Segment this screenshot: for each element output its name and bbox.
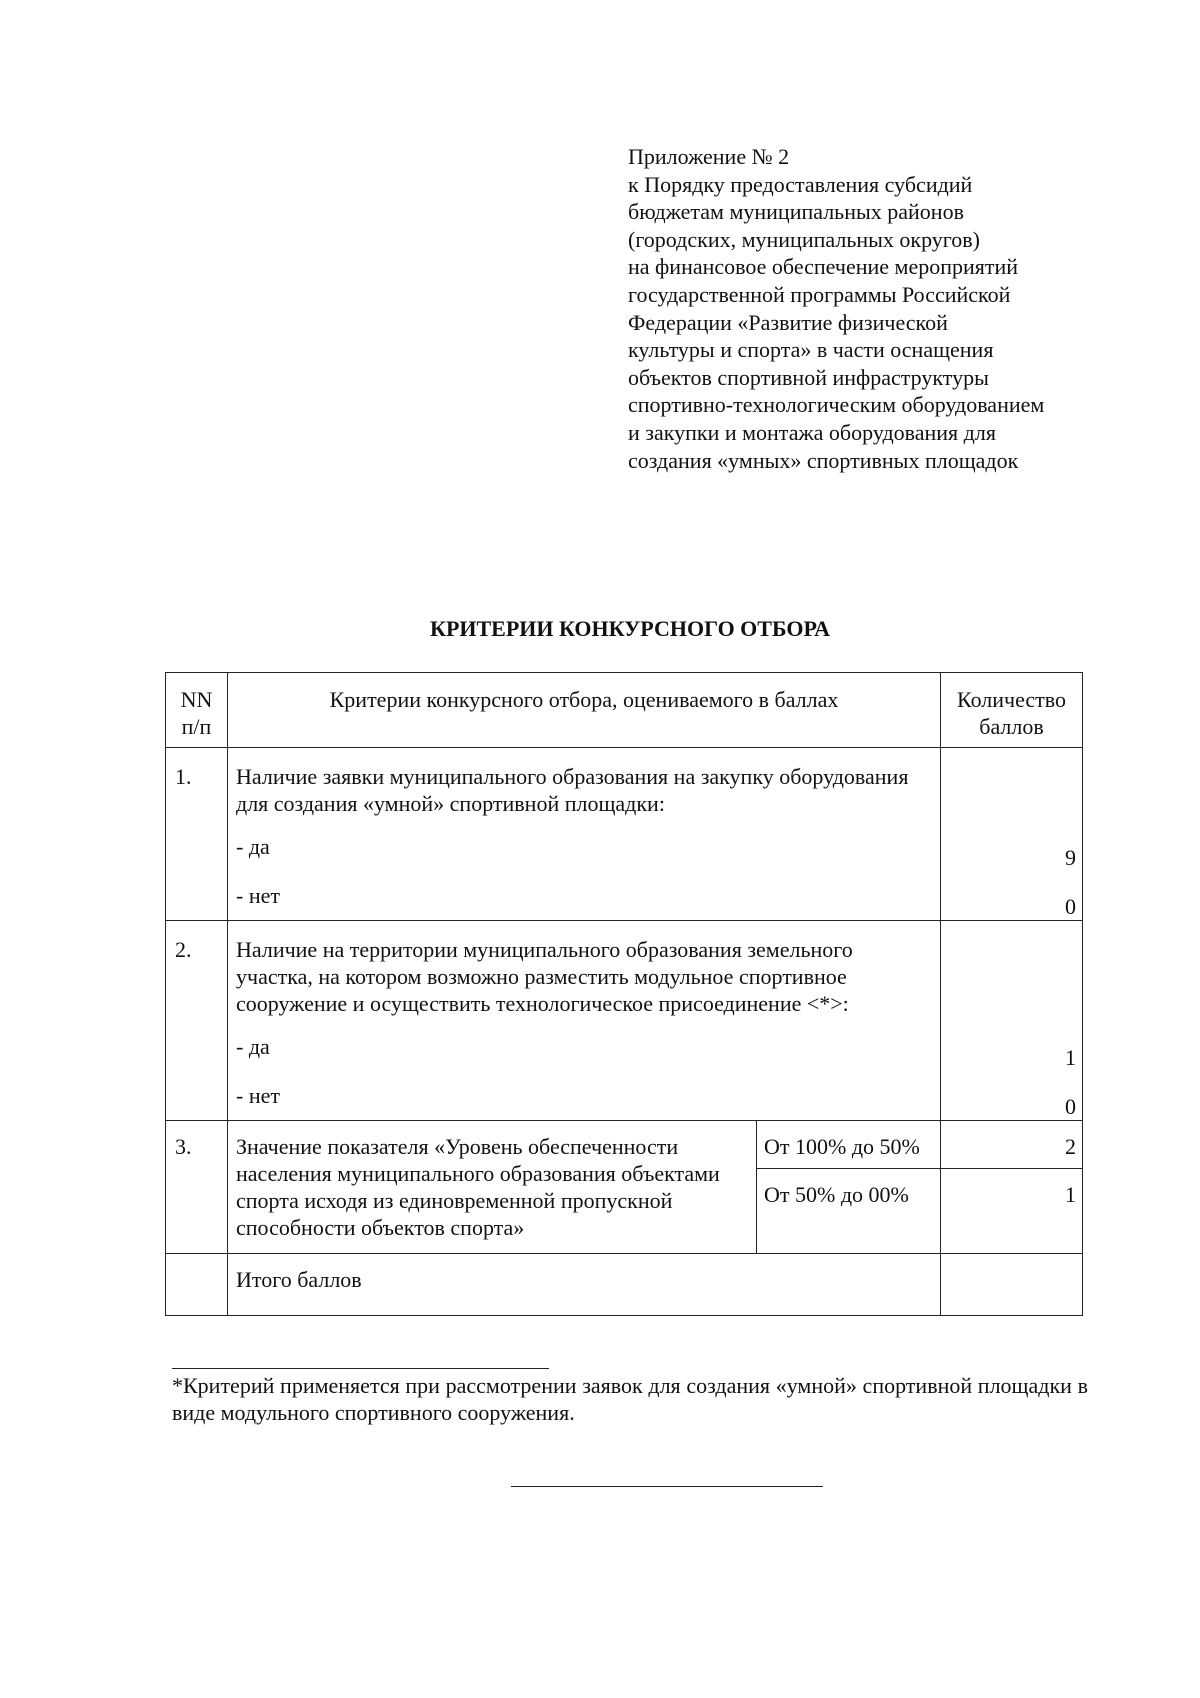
annex-line: Приложение № 2 [628,144,790,169]
option-yes: - да [236,1034,270,1059]
annex-line: создания «умных» спортивных площадок [628,447,1019,473]
annex-line: (городских, муниципальных округов) [628,226,980,252]
total-label: Итого баллов [228,1254,941,1316]
annex-heading [628,143,1098,474]
row-number: 3. [166,1121,228,1254]
annex-line: Федерации «Развитие физической [628,309,948,335]
points-yes: 9 [1065,845,1077,870]
points-cell: 2 [941,1121,1083,1169]
header-number-line1: NN [180,687,213,712]
option-no: - нет [236,1083,280,1108]
points-no: 0 [1065,894,1077,919]
annex-line: культуры и спорта» в части оснащения [628,337,994,363]
table-row [166,921,1083,1121]
annex-line: объектов спортивной инфраструктуры [628,364,989,390]
document-title: КРИТЕРИИ КОНКУРСНОГО ОТБОРА [430,616,830,641]
header-points-cell [941,673,1083,748]
table-row [166,748,1083,921]
total-points-cell [941,1254,1083,1316]
criterion-cell [228,748,941,921]
criterion-text: Значение показателя «Уровень обеспеченности населения муниципального образования объектами спорта исходя из единовременной пропускной способности объектов спорта» [228,1121,757,1254]
option-yes: - да [236,834,270,859]
criteria-table [165,672,1083,1316]
total-number-cell [166,1254,228,1316]
footnote: *Критерий применяется при рассмотрении заявок для создания «умной» спортивной площадки в виде модульного спортивного сооружения. [172,1373,1088,1425]
header-criteria-cell: Критерии конкурсного отбора, оцениваемого в баллах [228,673,941,748]
points-cell [941,921,1083,1121]
annex-line: на финансовое обеспечение мероприятий [628,254,1019,280]
points-cell: 1 [941,1169,1083,1254]
table-header-row [166,673,1083,748]
table-row [166,1121,1083,1169]
annex-line: государственной программы Российской [628,281,1011,307]
points-yes: 1 [1065,1045,1077,1070]
criterion-cell [228,921,941,1121]
header-points-line2: баллов [979,714,1044,739]
annex-line: к Порядку предоставления субсидий [628,171,973,197]
header-points-line1: Количество [956,687,1067,712]
footnote-divider [172,1368,549,1369]
range-cell: От 50% до 00% [757,1169,941,1254]
row-number: 1. [166,748,228,921]
annex-line: и закупки и монтажа оборудования для [628,419,996,445]
points-no: 0 [1065,1094,1077,1119]
criterion-text: Наличие на территории муниципального образования земельного участка, на котором возможно разместить модульное спортивное сооружение и осуществить технологическое присоединение <*>: [236,937,853,1016]
annex-line: бюджетам муниципальных районов [628,199,964,225]
total-row [166,1254,1083,1316]
row-number: 2. [166,921,228,1121]
option-no: - нет [236,883,280,908]
header-number-cell [166,673,228,748]
end-line [511,1486,823,1487]
annex-line: спортивно-технологическим оборудованием [628,392,1045,418]
range-cell: От 100% до 50% [757,1121,941,1169]
header-number-line2: п/п [181,714,212,739]
criterion-text: Наличие заявки муниципального образования на закупку оборудования для создания «умной» спортивной площадки: [236,764,909,816]
points-cell [941,748,1083,921]
